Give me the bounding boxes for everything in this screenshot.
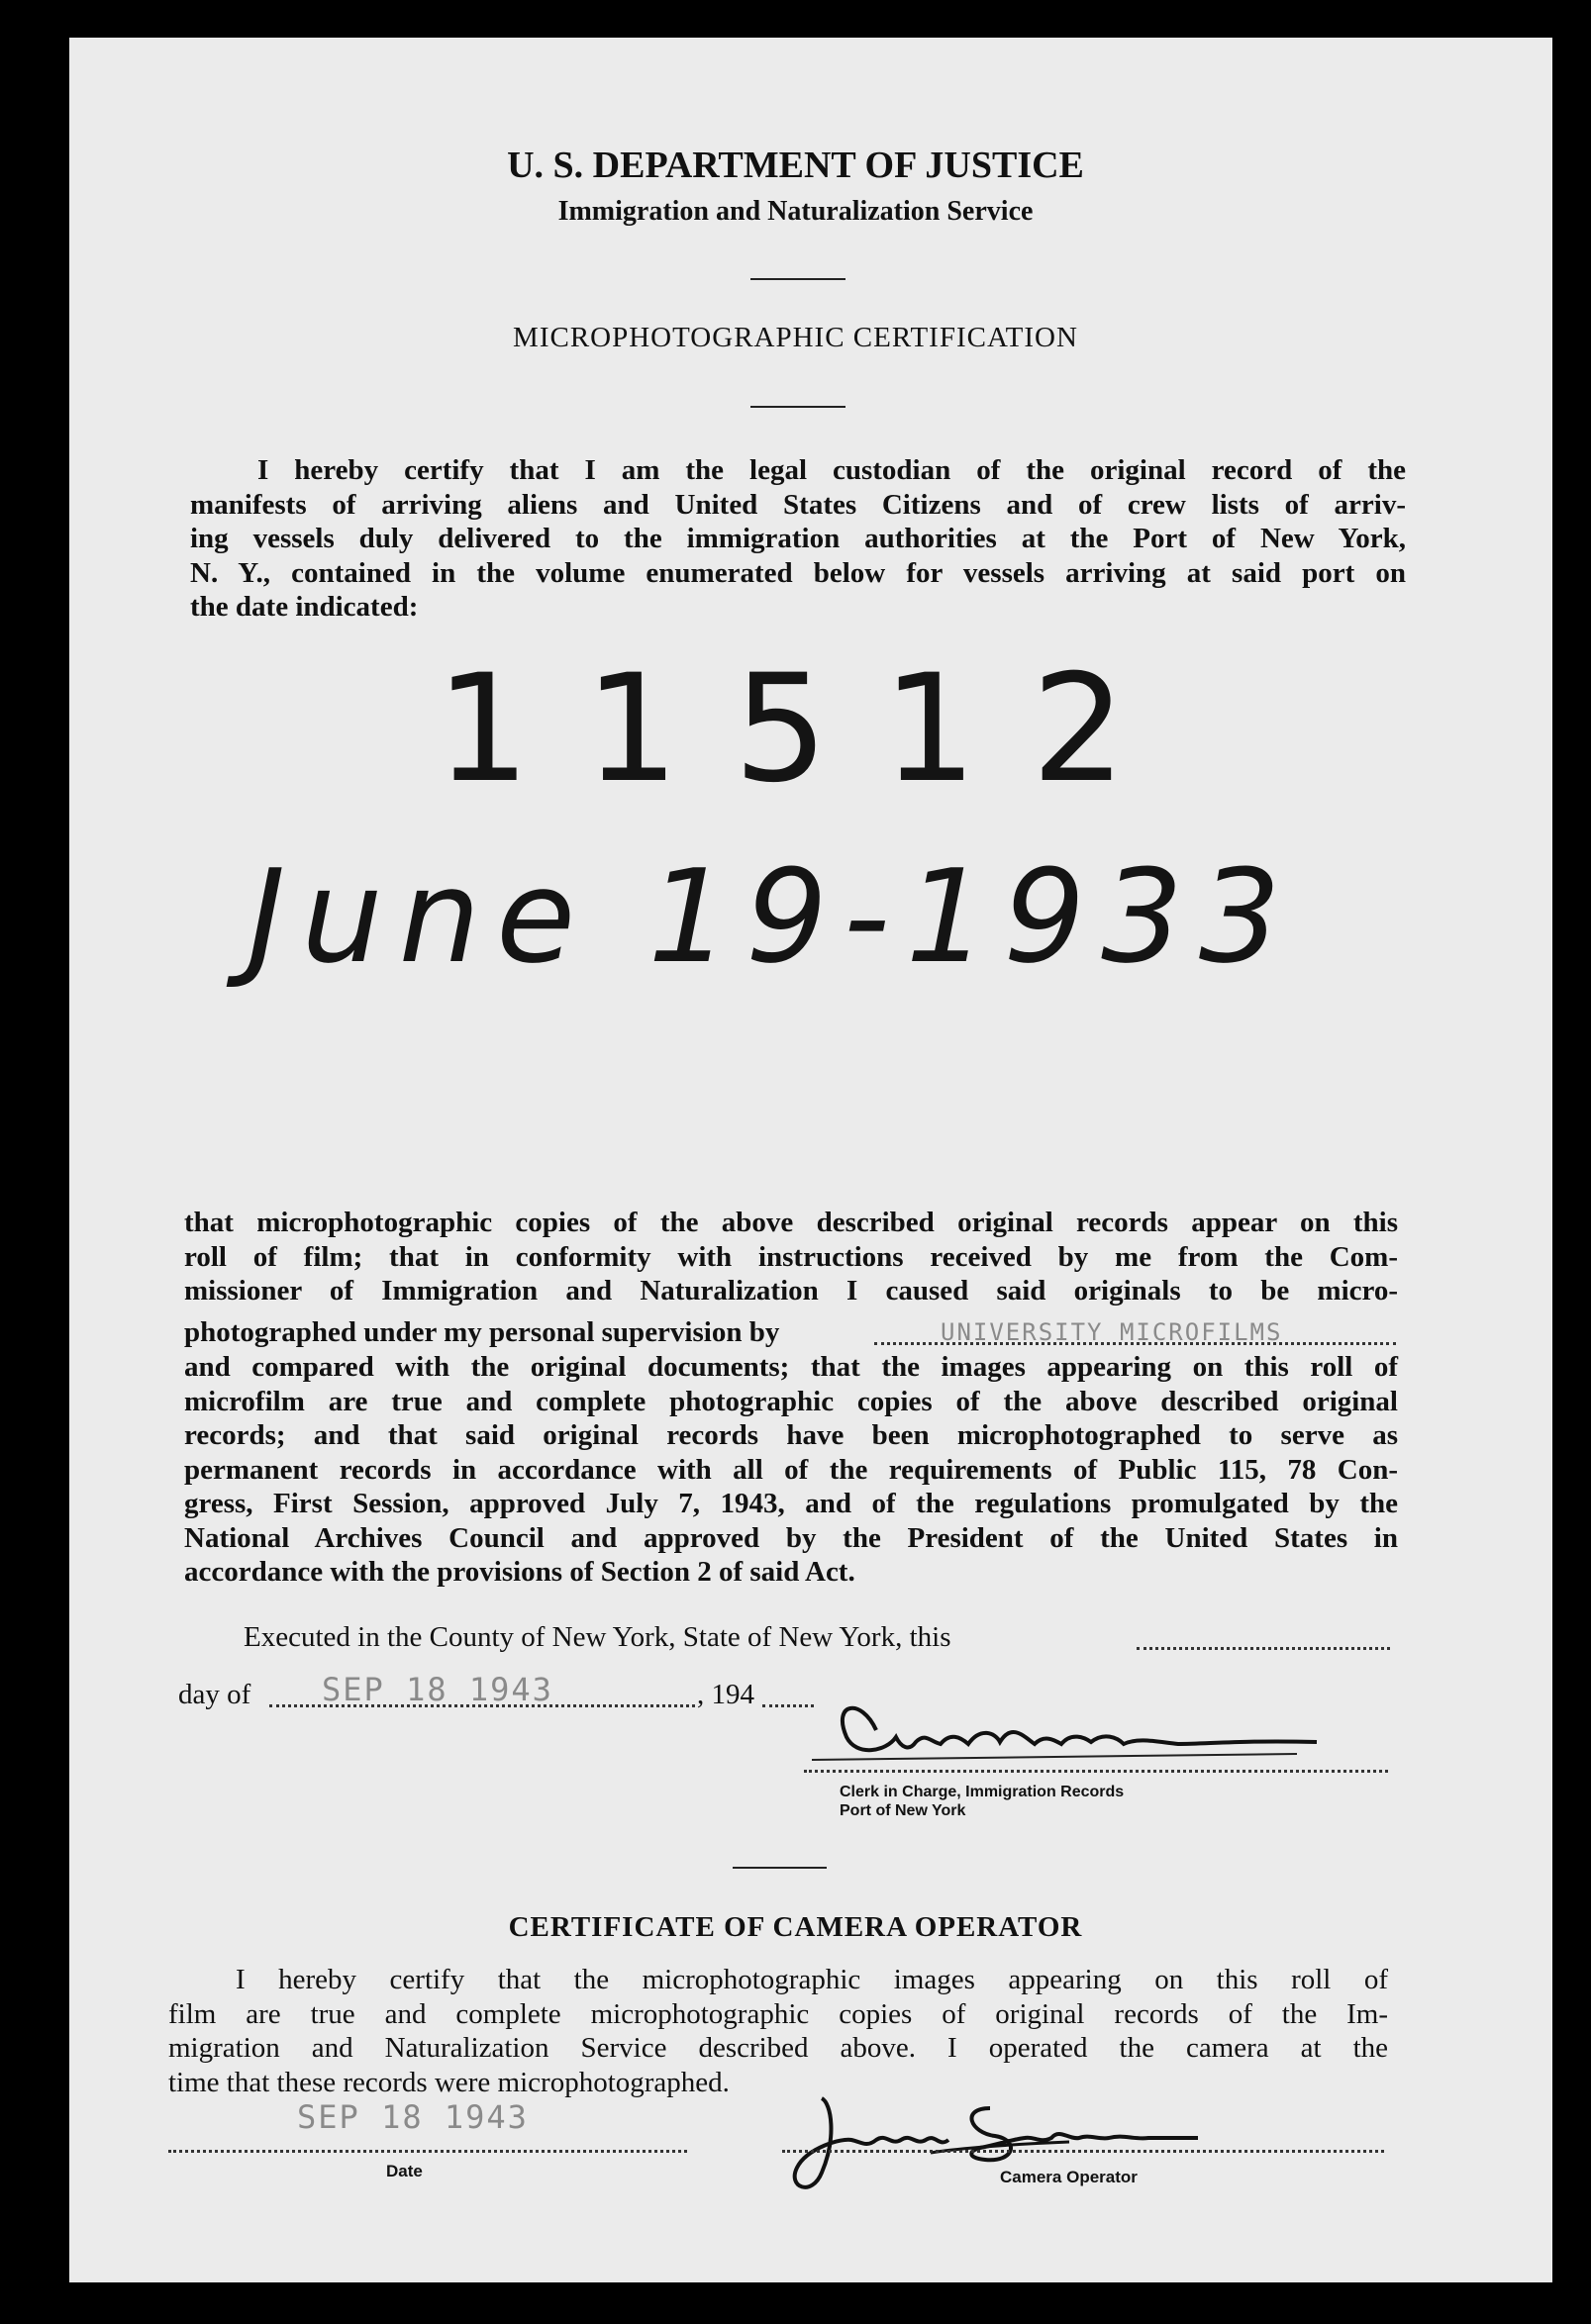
- department-heading: U. S. DEPARTMENT OF JUSTICE: [507, 145, 1084, 186]
- service-subheading: Immigration and Naturalization Service: [557, 196, 1034, 227]
- camera-date-stamp: SEP 18 1943: [297, 2098, 529, 2136]
- intro-line: ing vessels duly delivered to the immigration authorities at the Port of New York,: [190, 523, 1406, 554]
- handwritten-date: June 19-1933: [248, 841, 1297, 992]
- camera-line: film are true and complete microphotographic copies of original records of the Im-: [168, 1997, 1388, 2030]
- body-line: roll of film; that in conformity with instructions received by me from the Com-: [184, 1240, 1398, 1273]
- date-dotted-line: [168, 2150, 687, 2153]
- camera-operator-signature: [762, 2079, 1297, 2207]
- day-date-stamp: SEP 18 1943: [322, 1671, 553, 1708]
- year-label: , 194: [697, 1679, 754, 1710]
- supervision-text: photographed under my personal supervision by: [184, 1316, 780, 1348]
- executed-text: Executed in the County of New York, State of New York, this: [244, 1621, 951, 1653]
- divider: [750, 406, 845, 408]
- body-paragraph: [184, 1350, 1398, 1590]
- document-title: MICROPHOTOGRAPHIC CERTIFICATION: [513, 322, 1078, 353]
- camera-line: time that these records were microphotographed.: [168, 2066, 730, 2098]
- body-line: missioner of Immigration and Naturalization I caused said originals to be micro-: [184, 1275, 1398, 1307]
- divider: [750, 278, 845, 280]
- body-line: gress, First Session, approved July 7, 1943, and of the regulations promulgated by the: [184, 1488, 1398, 1519]
- day-of-label: day of: [178, 1679, 251, 1710]
- body-paragraph: [184, 1206, 1398, 1308]
- body-line: records; and that said original records have been microphotographed to serve as: [184, 1419, 1398, 1451]
- body-line: National Archives Council and approved by the President of the United States in: [184, 1521, 1398, 1554]
- supervision-stamp: UNIVERSITY MICROFILMS: [941, 1318, 1283, 1346]
- body-line: that microphotographic copies of the above described original records appear on this: [184, 1207, 1398, 1238]
- certificate-page: [69, 38, 1552, 2282]
- executed-dotted-line: [1137, 1647, 1390, 1650]
- camera-operator-label: Camera Operator: [1000, 2168, 1138, 2186]
- clerk-title: [840, 1783, 1124, 1820]
- intro-line: the date indicated:: [190, 591, 419, 623]
- intro-line: N. Y., contained in the volume enumerated below for vessels arriving at said port on: [190, 556, 1406, 589]
- camera-line: migration and Naturalization Service described above. I operated the camera at the: [168, 2032, 1388, 2064]
- divider: [733, 1867, 827, 1869]
- body-line: permanent records in accordance with all of the requirements of Public 115, 78 Con-: [184, 1453, 1398, 1486]
- body-line: and compared with the original documents; that the images appearing on this roll of: [184, 1351, 1398, 1383]
- clerk-title-line: Clerk in Charge, Immigration Records: [840, 1784, 1125, 1800]
- body-line: microfilm are true and complete photographic copies of the above described original: [184, 1385, 1398, 1417]
- camera-line: I hereby certify that the microphotographic images appearing on this roll of: [236, 1964, 1388, 1995]
- date-label: Date: [386, 2162, 423, 2180]
- clerk-signature: [802, 1683, 1317, 1777]
- clerk-title-line: Port of New York: [840, 1802, 966, 1819]
- intro-line: I hereby certify that I am the legal custodian of the original record of the: [257, 454, 1406, 486]
- camera-certificate-heading: CERTIFICATE OF CAMERA OPERATOR: [508, 1911, 1083, 1943]
- handwritten-volume-number: 11512: [436, 643, 1181, 816]
- body-line: accordance with the provisions of Section 2 of said Act.: [184, 1556, 855, 1588]
- intro-line: manifests of arriving aliens and United States Citizens and of crew lists of arriv-: [190, 488, 1406, 521]
- clerk-signature-line: [804, 1770, 1388, 1773]
- camera-operator-signature-line: [782, 2150, 1384, 2153]
- intro-paragraph: [190, 453, 1406, 625]
